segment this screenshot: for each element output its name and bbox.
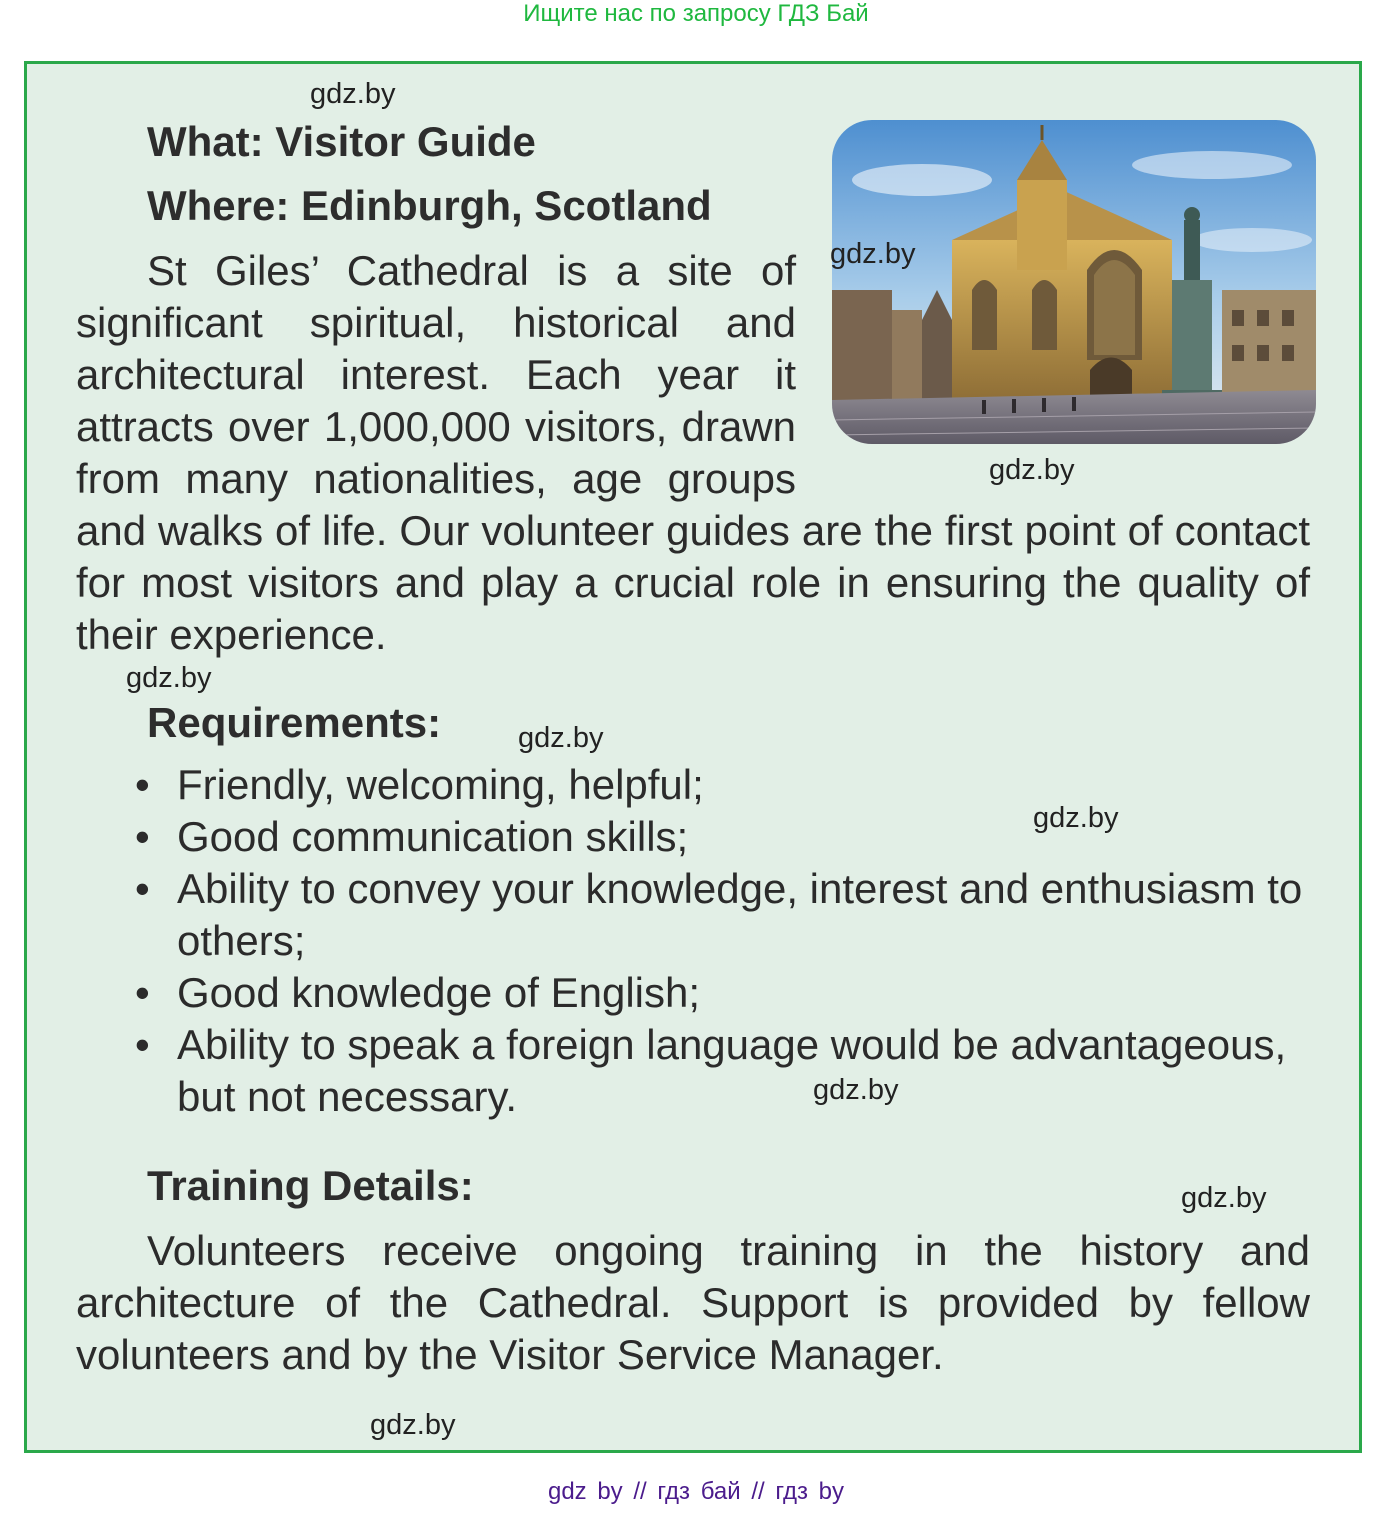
- bullet-icon: •: [135, 969, 150, 1016]
- watermark: gdz.by: [1033, 802, 1119, 834]
- list-item: [135, 863, 1310, 967]
- intro-line: significant spiritual, historical and: [76, 299, 796, 346]
- training-line: Volunteers receive ongoing training in the history and: [147, 1227, 1310, 1274]
- intro-line: and walks of life. Our volunteer guides are the first point of contact: [76, 507, 1310, 554]
- watermark: gdz.by: [126, 662, 212, 694]
- requirements-heading: Requirements:: [147, 699, 442, 746]
- list-item: [135, 967, 1310, 1019]
- top-banner: Ищите нас по запросу ГДЗ Бай: [523, 0, 869, 27]
- watermark: gdz.by: [830, 238, 916, 270]
- watermark: gdz.by: [310, 78, 396, 110]
- intro-line: architectural interest. Each year it: [76, 351, 796, 398]
- intro-line: from many nationalities, age groups: [76, 455, 796, 502]
- requirement-text: Good knowledge of English;: [177, 969, 701, 1016]
- visitor-guide-card: [24, 61, 1362, 1453]
- watermark: gdz.by: [989, 454, 1075, 486]
- bullet-icon: •: [135, 761, 150, 808]
- watermark: gdz.by: [518, 722, 604, 754]
- training-line: volunteers and by the Visitor Service Manager.: [76, 1331, 944, 1378]
- intro-line: attracts over 1,000,000 visitors, drawn: [76, 403, 796, 450]
- requirement-text: Good communication skills;: [177, 813, 689, 860]
- requirement-text: Ability to speak a foreign language would be advantageous, but not necessary.: [177, 1021, 1287, 1120]
- watermark: gdz.by: [1181, 1182, 1267, 1214]
- watermark: gdz.by: [813, 1074, 899, 1106]
- list-item: [135, 811, 1310, 863]
- bullet-icon: •: [135, 865, 150, 912]
- list-item: [135, 1019, 1310, 1123]
- requirement-text: Ability to convey your knowledge, interest and enthusiasm to others;: [177, 865, 1303, 964]
- cathedral-photo: [832, 120, 1316, 444]
- intro-line: their experience.: [76, 611, 387, 658]
- requirements-list: [135, 759, 1310, 1123]
- training-heading: Training Details:: [147, 1162, 474, 1209]
- intro-line: St Giles’ Cathedral is a site of: [147, 247, 796, 294]
- bullet-icon: •: [135, 813, 150, 860]
- training-line: architecture of the Cathedral. Support is provided by fellow: [76, 1279, 1310, 1326]
- where-heading: Where: Edinburgh, Scotland: [147, 182, 712, 229]
- list-item: [135, 759, 1310, 811]
- footer-links: gdz by // гдз бай // гдз by: [547, 1478, 845, 1505]
- watermark: gdz.by: [370, 1409, 456, 1441]
- what-heading: What: Visitor Guide: [147, 118, 536, 165]
- bullet-icon: •: [135, 1021, 150, 1068]
- requirement-text: Friendly, welcoming, helpful;: [177, 761, 704, 808]
- intro-line: for most visitors and play a crucial role in ensuring the quality of: [76, 559, 1310, 606]
